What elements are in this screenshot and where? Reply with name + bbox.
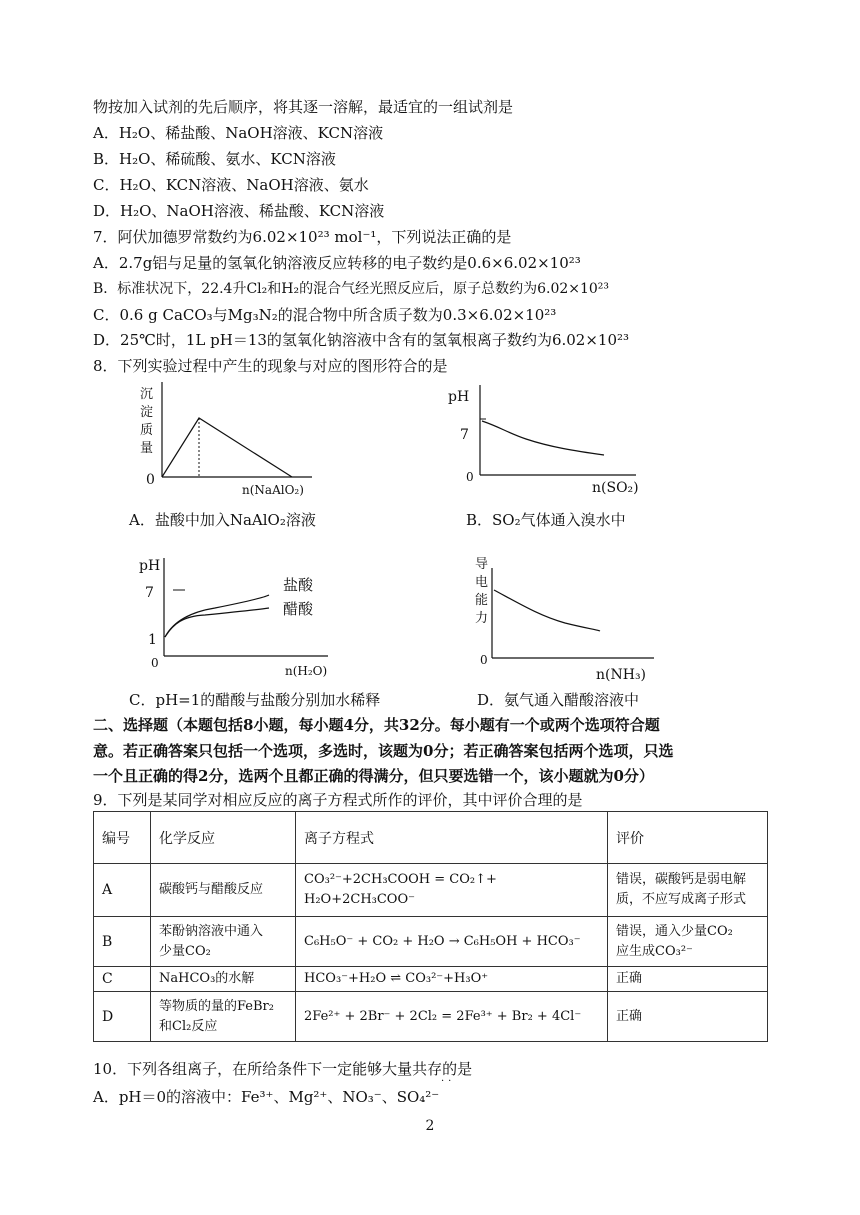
graph-d-curve [494,590,600,631]
row-a-equation: CO₃²⁻+2CH₃COOH = CO₂↑+ H₂O+2CH₃COO⁻ [296,864,608,917]
q9-stem: 9．下列是某同学对相应反应的离子方程式所作的评价，其中评价合理的是 [93,791,583,809]
graph-c-caption: C．pH=1的醋酸与盐酸分别加水稀释 [129,691,381,709]
graph-d-origin: 0 [480,653,488,667]
table-row [94,864,768,917]
graph-a-curve [162,418,292,477]
graph-d [470,552,670,684]
row-b-reaction: 苯酚钠溶液中通入 少量CO₂ [151,917,296,967]
row-d-id: D [94,992,151,1042]
table-row [94,917,768,967]
graph-c [135,552,340,680]
row-b-id: B [94,917,151,967]
q7-option-b: B．标准状况下，22.4升Cl₂和H₂的混合气经光照反应后，原子总数约为6.02×10²³ [93,281,610,297]
graph-b [440,383,650,498]
graph-c-tick-1-label: 1 [148,632,157,648]
graph-d-ylabel-2: 电 [475,575,489,590]
row-a-evaluation: 错误，碳酸钙是弱电解 质，不应写成离子形式 [608,864,768,917]
graph-b-origin: 0 [466,470,474,484]
graph-b-tick-label: 7 [460,427,469,443]
graph-a-ylabel-2: 淀 [140,405,154,420]
row-c-reaction: NaHCO₃的水解 [151,967,296,992]
graph-c-tick-7-label: 7 [145,585,154,601]
graph-b-caption: B．SO₂气体通入溴水中 [466,511,626,529]
table-row [94,967,768,992]
graph-d-ylabel-1: 导 [475,557,489,572]
q6-option-c: C．H₂O、KCN溶液、NaOH溶液、氨水 [93,176,369,194]
section-2-line-3: 一个且正确的得2分，选两个且都正确的得满分，但只要选错一个，该小题就为0分） [93,767,654,785]
q10-emphasis-marks: ·· [441,1076,456,1087]
q10-option-a: A．pH＝0的溶液中：Fe³⁺、Mg²⁺、NO₃⁻、SO₄²⁻ [93,1088,440,1106]
graph-c-label-acetic: 醋酸 [283,600,314,618]
table-row [94,992,768,1042]
q6-option-a: A．H₂O、稀盐酸、NaOH溶液、KCN溶液 [93,124,384,142]
graph-c-origin: 0 [151,656,159,670]
graph-d-ylabel-3: 能 [475,593,489,608]
q7-option-a: A．2.7g铝与足量的氢氧化钠溶液反应转移的电子数约是0.6×6.02×10²³ [93,254,581,272]
graph-d-ylabel-4: 力 [475,611,489,626]
row-b-evaluation: 错误，通入少量CO₂ 应生成CO₃²⁻ [608,917,768,967]
graph-d-caption: D．氨气通入醋酸溶液中 [477,691,640,709]
graph-b-curve [482,421,604,455]
graph-a-origin: 0 [146,472,155,488]
graph-c-ylabel: pH [139,558,161,574]
graph-c-curve-acetic [165,608,269,637]
q8-stem: 8．下列实验过程中产生的现象与对应的图形符合的是 [93,357,448,375]
section-2-line-2: 意。若正确答案只包括一个选项，多选时，该题为0分；若正确答案包括两个选项，只选 [93,742,674,760]
graph-a-caption: A．盐酸中加入NaAlO₂溶液 [129,511,316,529]
row-a-id: A [94,864,151,917]
row-a-reaction: 碳酸钙与醋酸反应 [151,864,296,917]
graph-b-xlabel: n(SO₂) [592,480,639,496]
row-c-equation: HCO₃⁻+H₂O ⇌ CO₃²⁻+H₃O⁺ [296,967,608,992]
q7-stem: 7．阿伏加德罗常数约为6.02×10²³ mol⁻¹，下列说法正确的是 [93,228,512,246]
row-c-evaluation: 正确 [608,967,768,992]
q6-stem: 物按加入试剂的先后顺序，将其逐一溶解，最适宜的一组试剂是 [93,98,514,116]
graph-c-curve-hydrochloric [165,595,269,637]
graph-d-xlabel: n(NH₃) [596,667,647,683]
row-d-evaluation: 正确 [608,992,768,1042]
graph-a-xlabel: n(NaAlO₂) [242,483,304,497]
q10-stem: 10．下列各组离子，在所给条件下一定能够大量共存的是 [93,1060,473,1078]
graph-c-xlabel: n(H₂O) [285,664,328,678]
graph-a-ylabel-1: 沉 [140,387,154,402]
q7-option-c: C．0.6 g CaCO₃与Mg₃N₂的混合物中所含质子数为0.3×6.02×10²³ [93,306,557,324]
q6-option-b: B．H₂O、稀硫酸、氨水、KCN溶液 [93,150,336,168]
q6-option-d: D．H₂O、NaOH溶液、稀盐酸、KCN溶液 [93,202,385,220]
row-d-reaction: 等物质的量的FeBr₂ 和Cl₂反应 [151,992,296,1042]
page-number: 2 [425,1118,435,1134]
row-d-equation: 2Fe²⁺ + 2Br⁻ + 2Cl₂ = 2Fe³⁺ + Br₂ + 4Cl⁻ [296,992,608,1042]
row-b-equation: C₆H₅O⁻ + CO₂ + H₂O → C₆H₅OH + HCO₃⁻ [296,917,608,967]
table-header-reaction: 化学反应 [151,812,296,864]
section-2-line-1: 二、选择题（本题包括8小题，每小题4分，共32分。每小题有一个或两个选项符合题 [93,716,660,734]
graph-b-ylabel: pH [448,389,470,405]
table-header-equation: 离子方程式 [296,812,608,864]
q7-option-d: D．25℃时，1L pH＝13的氢氧化钠溶液中含有的氢氧根离子数约为6.02×10²³ [93,331,630,349]
graph-a [130,380,330,498]
graph-a-ylabel-3: 质 [140,423,154,438]
table-header-evaluation: 评价 [608,812,768,864]
q9-table [93,811,768,1042]
table-header-row [94,812,768,864]
table-header-id: 编号 [94,812,151,864]
graph-a-ylabel-4: 量 [140,441,154,456]
graph-c-label-hydrochloric: 盐酸 [283,576,314,594]
row-c-id: C [94,967,151,992]
